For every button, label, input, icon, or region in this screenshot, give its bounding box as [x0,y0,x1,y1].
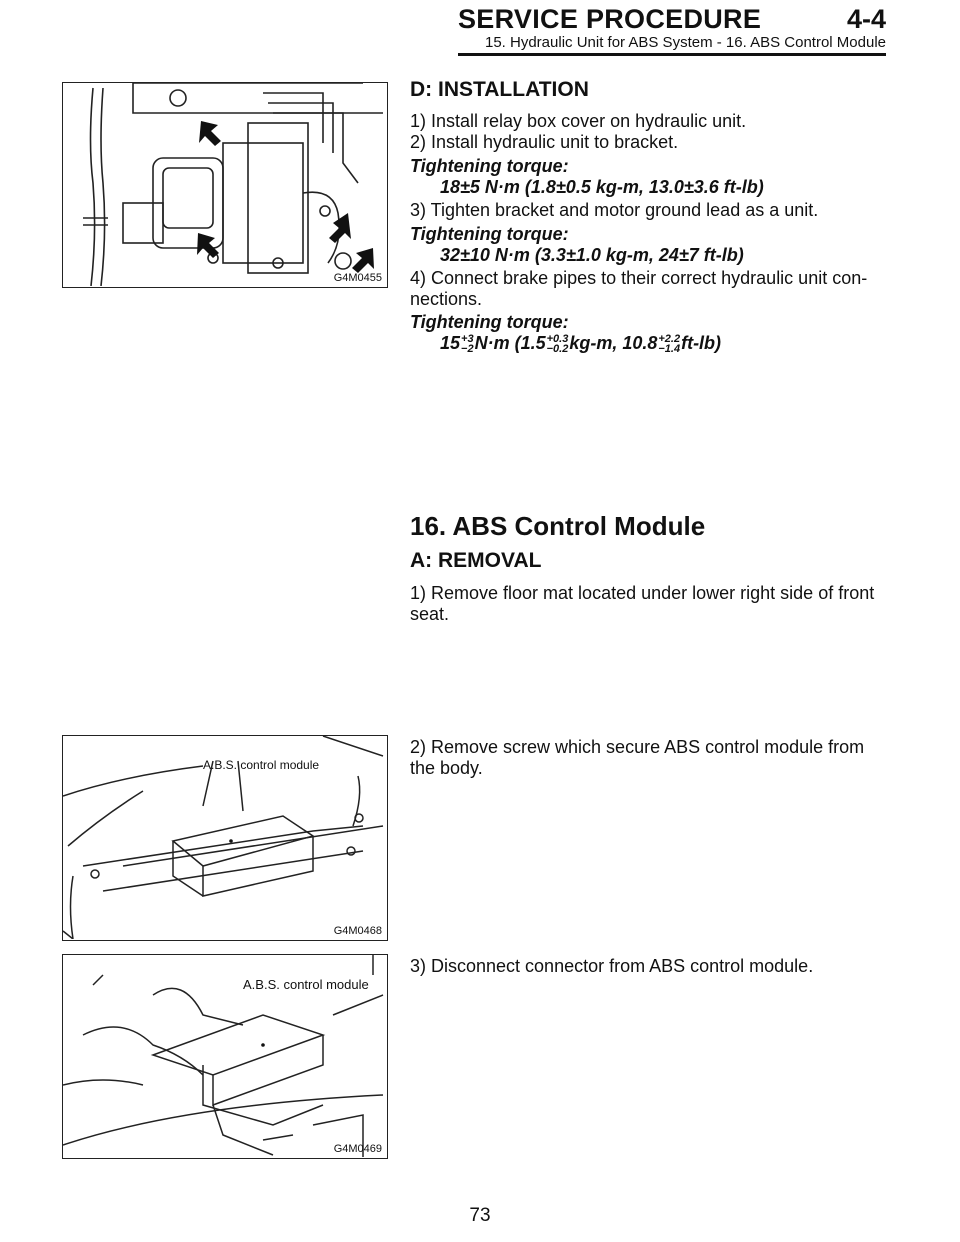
figure-id: G4M0469 [333,1143,382,1155]
torque-value: 32±10 N·m (3.3±1.0 kg-m, 24±7 ft-lb) [440,245,744,265]
torque-nm: 15 [440,333,461,353]
torque-value-tolerance: 15 +3 −2 N·m (1.5 +0.3 −0.2 kg-m, 10.8 +2.2 −1.4 ft-lb) [440,333,722,356]
hydraulic-unit-illustration [63,83,386,286]
section-title: SERVICE PROCEDURE [458,4,762,34]
installation-heading: D: INSTALLATION [410,78,589,101]
removal-heading: A: REMOVAL [410,549,542,572]
section-subtitle: 15. Hydraulic Unit for ABS System - 16. ABS Control Module [484,34,886,51]
header-rule [458,53,886,56]
page-number: 73 [469,1205,491,1226]
installation-section [410,78,880,102]
torque-value: 18±5 N·m (1.8±0.5 kg-m, 13.0±3.6 ft-lb) [440,177,764,197]
removal-step-1-cont: seat. [410,604,450,624]
torque-label: Tightening torque: [410,312,569,332]
ftlb-tolerance: +2.2 −1.4 [658,333,681,356]
figure-abs-module-connector [62,954,388,1159]
install-step-4: 4) Connect brake pipes to their correct hydraulic unit con- [410,268,868,288]
removal-step-2-cont: the body. [410,758,483,778]
removal-step-1: 1) Remove floor mat located under lower right side of front [410,583,875,603]
module-heading: 16. ABS Control Module [410,511,706,541]
torque-label: Tightening torque: [410,224,569,244]
figure-id: G4M0468 [333,925,382,937]
figure-hydraulic-unit [62,82,388,288]
install-step-4-cont: nections. [410,289,483,309]
figure-abs-module-body [62,735,388,941]
torque-label: Tightening torque: [410,156,569,176]
figure-id: G4M0455 [333,272,382,284]
figure-callout: A.B.S. control module [203,758,320,772]
figure-callout: A.B.S. control module [243,977,369,992]
removal-step-3: 3) Disconnect connector from ABS control module. [410,956,814,976]
install-step-3: 3) Tighten bracket and motor ground lead as a unit. [410,200,819,220]
nm-tolerance: +3 −2 [461,333,474,356]
install-step-1: 1) Install relay box cover on hydraulic unit. [410,111,747,131]
removal-step-2: 2) Remove screw which secure ABS control module from [410,737,865,757]
section-number: 4-4 [846,4,886,34]
install-step-2: 2) Install hydraulic unit to bracket. [410,132,679,152]
kgm-tolerance: +0.3 −0.2 [546,333,569,356]
